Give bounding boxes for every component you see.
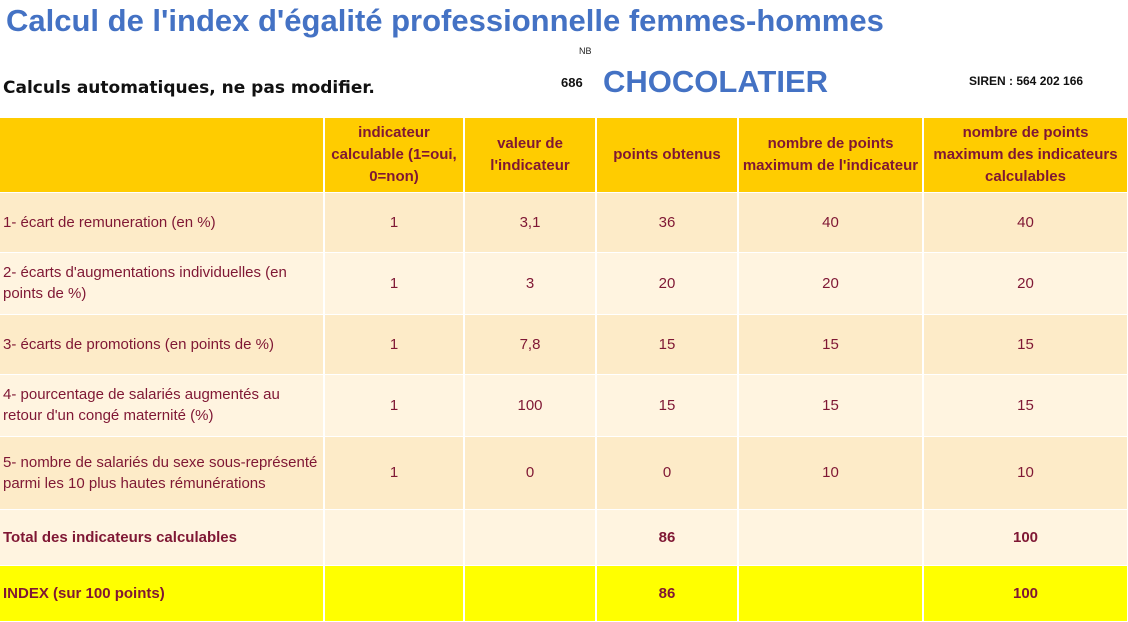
cell-calculable: 1	[324, 252, 464, 314]
cell-max-calculables: 40	[923, 192, 1128, 252]
header-cell-valeur: valeur de l'indicateur	[464, 118, 596, 192]
index-points: 86	[596, 565, 738, 621]
table-row	[0, 314, 1128, 374]
subtitle: Calculs automatiques, ne pas modifier.	[3, 78, 375, 98]
row-label: 1- écart de remuneration (en %)	[0, 192, 324, 252]
table-row	[0, 252, 1128, 314]
cell-max-calculables: 20	[923, 252, 1128, 314]
row-label: 4- pourcentage de salariés augmentés au retour d'un congé maternité (%)	[0, 374, 324, 436]
index-row	[0, 565, 1128, 621]
row-label: 5- nombre de salariés du sexe sous-représenté parmi les 10 plus hautes rémunérations	[0, 436, 324, 509]
header-cell-points: points obtenus	[596, 118, 738, 192]
total-row	[0, 509, 1128, 565]
table-row	[0, 436, 1128, 509]
cell-points: 0	[596, 436, 738, 509]
nb-label: NB	[579, 46, 592, 56]
total-label: Total des indicateurs calculables	[0, 509, 324, 565]
table-header-row	[0, 118, 1128, 192]
total-max-calculables: 100	[923, 509, 1128, 565]
nb-value: 686	[561, 75, 583, 90]
header-cell-max-calculables: nombre de points maximum des indicateurs calculables	[923, 118, 1128, 192]
row-label: 3- écarts de promotions (en points de %)	[0, 314, 324, 374]
cell-valeur: 100	[464, 374, 596, 436]
row-label: 2- écarts d'augmentations individuelles (en points de %)	[0, 252, 324, 314]
company-name: CHOCOLATIER	[603, 64, 829, 99]
table-row	[0, 192, 1128, 252]
header-cell-label	[0, 118, 324, 192]
cell-calculable: 1	[324, 436, 464, 509]
cell-max-calculables: 15	[923, 314, 1128, 374]
cell-max-indicateur: 15	[738, 374, 923, 436]
cell-max-calculables: 10	[923, 436, 1128, 509]
header-cell-calculable: indicateur calculable (1=oui, 0=non)	[324, 118, 464, 192]
cell-valeur: 0	[464, 436, 596, 509]
index-empty-cell	[324, 565, 464, 621]
total-empty-cell	[464, 509, 596, 565]
cell-calculable: 1	[324, 314, 464, 374]
cell-points: 20	[596, 252, 738, 314]
index-max-calculables: 100	[923, 565, 1128, 621]
cell-calculable: 1	[324, 374, 464, 436]
cell-points: 15	[596, 314, 738, 374]
cell-valeur: 3	[464, 252, 596, 314]
index-empty-cell	[464, 565, 596, 621]
total-empty-cell	[738, 509, 923, 565]
cell-max-indicateur: 15	[738, 314, 923, 374]
total-empty-cell	[324, 509, 464, 565]
table-row	[0, 374, 1128, 436]
index-empty-cell	[738, 565, 923, 621]
index-label: INDEX (sur 100 points)	[0, 565, 324, 621]
cell-max-indicateur: 20	[738, 252, 923, 314]
cell-max-indicateur: 40	[738, 192, 923, 252]
cell-points: 15	[596, 374, 738, 436]
cell-calculable: 1	[324, 192, 464, 252]
page-title: Calcul de l'index d'égalité professionnelle femmes-hommes	[6, 3, 884, 38]
cell-max-indicateur: 10	[738, 436, 923, 509]
cell-valeur: 7,8	[464, 314, 596, 374]
header-cell-max-indicateur: nombre de points maximum de l'indicateur	[738, 118, 923, 192]
cell-points: 36	[596, 192, 738, 252]
cell-valeur: 3,1	[464, 192, 596, 252]
total-points: 86	[596, 509, 738, 565]
cell-max-calculables: 15	[923, 374, 1128, 436]
siren-number: SIREN : 564 202 166	[969, 74, 1084, 88]
index-table	[0, 118, 1128, 622]
